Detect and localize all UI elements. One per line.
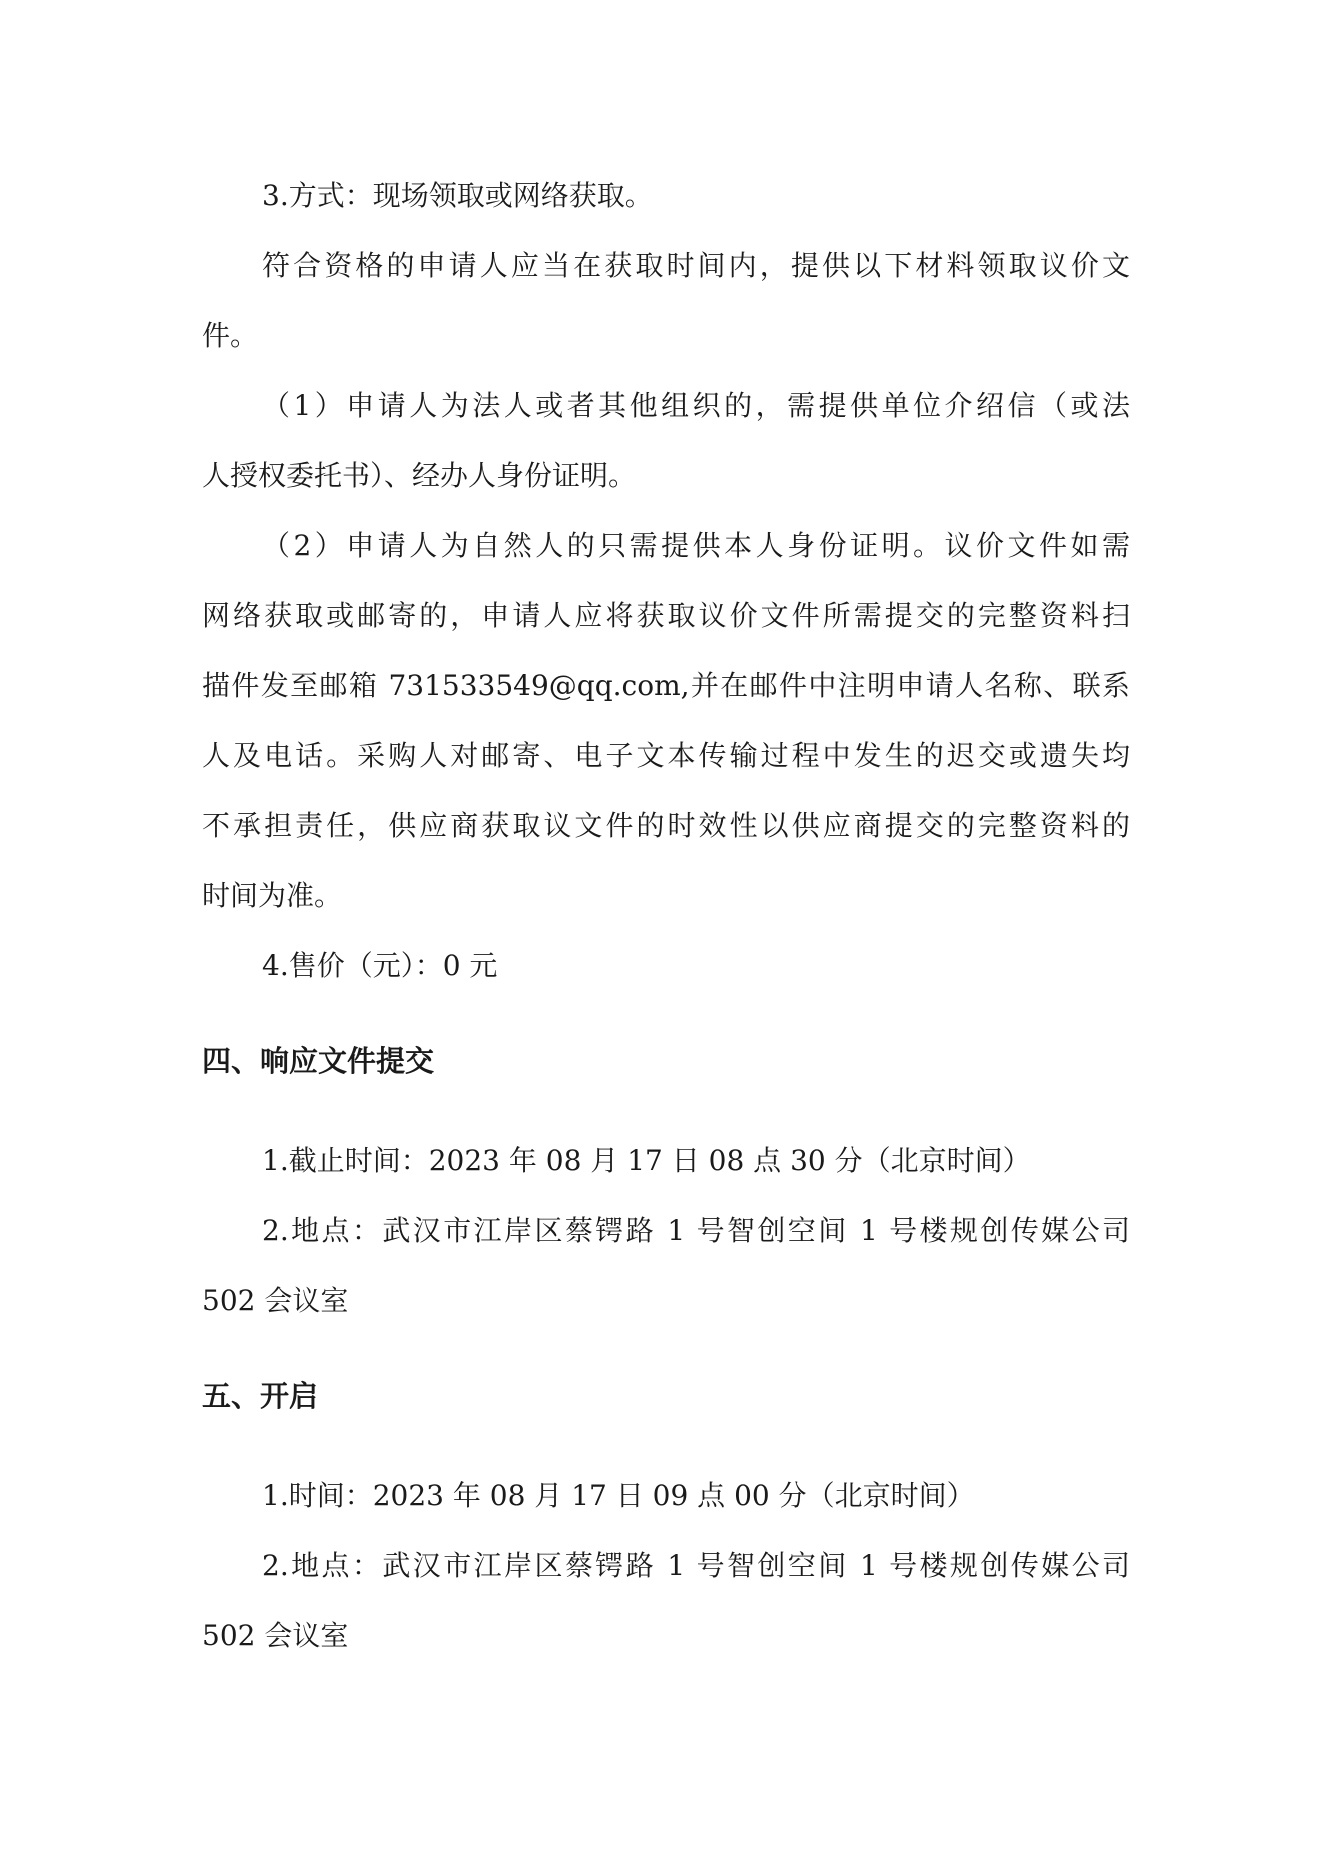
- section4-deadline: 1.截止时间：2023 年 08 月 17 日 08 点 30 分（北京时间）: [262, 1144, 1031, 1177]
- price-line: 4.售价（元）：0 元: [262, 949, 498, 982]
- item2-line-1: （2）申请人为自然人的只需提供本人身份证明。议价文件如需: [262, 529, 1130, 562]
- item2-line-4: 人及电话。采购人对邮寄、电子文本传输过程中发生的迟交或遗失均: [202, 739, 1130, 772]
- section4-heading: 四、响应文件提交: [202, 1044, 435, 1078]
- item2-line-2: 网络获取或邮寄的，申请人应将获取议价文件所需提交的完整资料扫: [202, 599, 1130, 632]
- item1-line-2: 人授权委托书）、经办人身份证明。: [202, 459, 637, 492]
- section5-heading: 五、开启: [202, 1379, 319, 1413]
- section4-location-line-2: 502 会议室: [202, 1284, 349, 1317]
- item2-line-5: 不承担责任，供应商获取议文件的时效性以供应商提交的完整资料的: [202, 809, 1130, 842]
- requirements-line-1: 符合资格的申请人应当在获取时间内，提供以下材料领取议价文: [262, 249, 1130, 282]
- requirements-line-2: 件。: [202, 319, 259, 352]
- section5-time: 1.时间：2023 年 08 月 17 日 09 点 00 分（北京时间）: [262, 1479, 975, 1512]
- section4-location-line-1: 2.地点：武汉市江岸区蔡锷路 1 号智创空间 1 号楼规创传媒公司: [262, 1214, 1130, 1247]
- item1-line-1: （1）申请人为法人或者其他组织的，需提供单位介绍信（或法: [262, 389, 1130, 422]
- method-line: 3.方式：现场领取或网络获取。: [262, 179, 653, 212]
- section5-location-line-1: 2.地点：武汉市江岸区蔡锷路 1 号智创空间 1 号楼规创传媒公司: [262, 1549, 1130, 1582]
- item2-line-6: 时间为准。: [202, 879, 343, 912]
- item2-line-3: 描件发至邮箱 731533549@qq.com,并在邮件中注明申请人名称、联系: [202, 669, 1130, 702]
- section5-location-line-2: 502 会议室: [202, 1619, 349, 1652]
